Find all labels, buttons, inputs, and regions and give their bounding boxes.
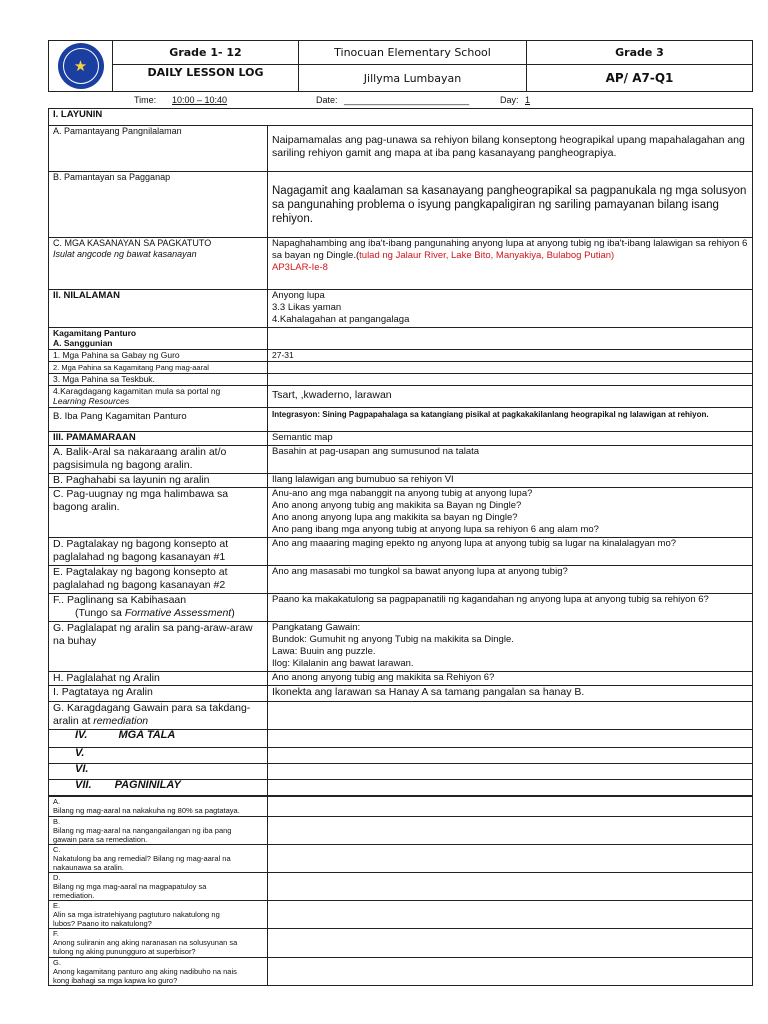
pamantayang-pangnilalaman-label: A. Pamantayang Pangnilalaman: [49, 126, 268, 172]
paglalahat-label: H. Paglalahat ng Aralin: [49, 672, 268, 686]
reflection-text: Anong kagamitang panturo ang aking nadibuho na nais kong ibahagi sa mga kapwa ko guro?: [53, 967, 237, 985]
logo-cell: [49, 41, 113, 92]
date-value: _________________________: [344, 95, 470, 105]
balik-aral-value: Basahin at pag-usapan ang sumusunod na talata: [268, 446, 753, 474]
paglinang-sublabel-start: (Tungo sa: [75, 606, 122, 619]
lesson-table: [48, 108, 753, 796]
reflection-text: Alin sa mga istratehiyang pagtuturo nakatulong ng lubos? Paano ito nakatulong?: [53, 910, 220, 928]
karagdagang-gawain-value: [268, 702, 753, 730]
pamamaraan-heading: III. PAMAMARAAN: [49, 432, 268, 446]
reflection-answer: [268, 873, 753, 901]
kasanayan-code: AP3LAR-Ie-8: [272, 262, 328, 273]
paglalapat-line: Ilog: Kilalanin ang bawat larawan.: [272, 658, 414, 669]
karagdagang-gawain-label: G. Karagdagang Gawain para sa takdang-aralin at: [53, 702, 251, 727]
nilalaman-heading: II. NILALAMAN: [49, 290, 268, 328]
paglinang-sublabel-end: ): [231, 606, 235, 619]
section-v-value: [268, 748, 753, 764]
pag-uugnay-label: C. Pag-uugnay ng mga halimbawa sa bagong aralin.: [49, 488, 268, 538]
gabay-guro-label: 1. Mga Pahina sa Gabay ng Guro: [49, 350, 268, 362]
mga-tala-heading: [49, 730, 268, 748]
day-value: 1: [525, 95, 531, 105]
paglalahat-value: Ano anong anyong tubig ang makikita sa Rehiyon 6?: [268, 672, 753, 686]
paglalapat-line: Bundok: Gumuhit ng anyong Tubig na makikita sa Dingle.: [272, 634, 514, 645]
teskbuk-value: [268, 374, 753, 386]
portal-value: Tsart, ,kwaderno, larawan: [268, 386, 753, 408]
kagamitang-mag-aaral-value: [268, 362, 753, 374]
reflection-text: Bilang ng mga mag-aaral na magpapatuloy sa remediation.: [53, 882, 207, 900]
karagdagang-gawain-label-cell: [49, 702, 268, 730]
paglinang-label: F.. Paglinang sa Kabihasaan: [53, 594, 187, 606]
kagamitan-heading-value: [268, 328, 753, 350]
kasanayan-sublabel: Isulat angcode ng bawat kasanayan: [53, 249, 197, 259]
section-vi-value: [268, 764, 753, 780]
reflection-answer: [268, 958, 753, 986]
section-v-heading: V.: [49, 748, 268, 764]
pag-uugnay-cell: [268, 488, 753, 538]
balik-aral-label: A. Balik-Aral sa nakaraang aralin at/o pagsisimula ng bagong aralin.: [49, 446, 268, 474]
reflection-answer: [268, 845, 753, 873]
paghahabi-label: B. Paghahabi sa layunin ng aralin: [49, 474, 268, 488]
pamamaraan-heading-value: Semantic map: [268, 432, 753, 446]
section-vi-heading: VI.: [49, 764, 268, 780]
paglalapat-line: Lawa: Buuin ang puzzle.: [272, 646, 376, 657]
reflection-answer: [268, 929, 753, 958]
lesson-log-page: [48, 40, 752, 986]
mga-tala-title: MGA TALA: [118, 729, 176, 741]
day-label: Day:: [500, 95, 519, 105]
date-label: Date:: [316, 95, 338, 105]
pag-uugnay-line: Ano anong anyong lupa ang makikita sa bayan ng Dingle?: [272, 512, 518, 523]
teskbuk-label: 3. Mga Pahina sa Teskbuk.: [49, 374, 268, 386]
time-label: Time:: [134, 95, 157, 105]
paglalapat-cell: [268, 622, 753, 672]
pag-uugnay-line: Ano pang ibang mga anyong tubig at anyong lupa sa rehiyon 6 ang alam mo?: [272, 524, 599, 535]
reflection-row: [49, 958, 268, 986]
reflection-row: [49, 817, 268, 845]
nilalaman-line: 3.3 Likas yaman: [272, 302, 342, 313]
paglinang-sublabel: [53, 607, 263, 620]
mga-tala-number: IV.: [75, 729, 88, 741]
school-name: Tinocuan Elementary School: [299, 41, 527, 65]
paglalapat-label: G. Paglalapat ng aralin sa pang-araw-araw na buhay: [49, 622, 268, 672]
reflection-letter: G.: [53, 958, 61, 967]
reflection-text: Bilang ng mag-aaral na nangangailangan ng iba pang gawain para sa remediation.: [53, 826, 232, 844]
nilalaman-line: 4.Kahalagahan at pangangalaga: [272, 314, 410, 325]
reflection-letter: B.: [53, 817, 61, 826]
reflection-row: [49, 901, 268, 929]
reflection-table: [48, 796, 753, 986]
kagamitang-mag-aaral-label: 2. Mga Pahina sa Kagamitang Pang mag-aaral: [49, 362, 268, 374]
portal-label-cell: [49, 386, 268, 408]
paglinang-value: Paano ka makakatulong sa pagpapanatili ng kagandahan ng anyong lupa at anyong tubig sa rehiyon 6?: [268, 594, 753, 622]
portal-label: 4.Karagdagang kagamitan mula sa portal ng: [53, 386, 221, 396]
time-date-line: [48, 92, 752, 108]
pagninilay-number: VII.: [75, 779, 92, 791]
time-value: 10:00 – 10:40: [172, 95, 228, 105]
reflection-letter: D.: [53, 873, 61, 882]
pagtataya-value: Ikonekta ang larawan sa Hanay A sa tamang pangalan sa hanay B.: [268, 686, 753, 702]
kasanayan-label-cell: [49, 238, 268, 290]
reflection-letter: F.: [53, 929, 59, 938]
portal-label-italic: Learning Resources: [53, 396, 130, 406]
log-title: DAILY LESSON LOG: [113, 65, 299, 92]
paglalapat-line: Pangkatang Gawain:: [272, 622, 361, 633]
reflection-row: [49, 797, 268, 817]
pamantayang-pangnilalaman-value: Naipamamalas ang pag-unawa sa rehiyon bilang konseptong heograpikal upang mapahalagahan ang sariling rehiyon gamit ang mapa at iba pang kasanayang pangheograpiya.: [268, 126, 753, 172]
reflection-answer: [268, 901, 753, 929]
kasanayan-value-cell: [268, 238, 753, 290]
kasanayan-examples: tulad ng Jalaur River, Lake Bito, Manyakiya, Bulabog Putian): [359, 250, 615, 261]
reflection-row: [49, 873, 268, 901]
reflection-text: Anong suliranin ang aking naranasan na solusyunan sa tulong ng aking punungguro at superbisor?: [53, 938, 238, 956]
header-table: [48, 40, 753, 92]
grade-level: Grade 3: [527, 41, 753, 65]
kagamitan-heading: Kagamitang Panturo: [53, 328, 137, 338]
paglinang-sublabel-italic: Formative Assessment: [124, 606, 232, 619]
pag-uugnay-line: Ano anong anyong tubig ang makikita sa Bayan ng Dingle?: [272, 500, 522, 511]
pagtalakay-1-label: D. Pagtalakay ng bagong konsepto at paglalahad ng bagong kasanayan #1: [49, 538, 268, 566]
sanggunian-heading: A. Sanggunian: [53, 338, 113, 348]
karagdagang-gawain-italic: remediation: [93, 714, 149, 727]
iba-kagamitan-value: Integrasyon: Sining Pagpapahalaga sa katangiang pisikal at pagkakakilanlang heograpikal ng lalawigan at rehiyon.: [268, 408, 753, 432]
reflection-text: Nakatulong ba ang remedial? Bilang ng mag-aaral na nakaunawa sa aralin.: [53, 854, 231, 872]
pagninilay-title: PAGNINILAY: [114, 779, 181, 791]
reflection-letter: E.: [53, 901, 61, 910]
iba-kagamitan-label: B. Iba Pang Kagamitan Panturo: [49, 408, 268, 432]
grade-range: Grade 1- 12: [113, 41, 299, 65]
pamantayan-pagganap-value: Nagagamit ang kaalaman sa kasanayang pangheograpikal sa pagpanukala ng mga solusyon sa pangunahing problema o isyung pangkapaligiran ng sariling pamayanan bilang isang rehiyon.: [268, 172, 753, 238]
pagtataya-label: I. Pagtataya ng Aralin: [49, 686, 268, 702]
pagninilay-heading-value: [268, 780, 753, 796]
paglinang-label-cell: [49, 594, 268, 622]
pag-uugnay-line: Anu-ano ang mga nabanggit na anyong tubig at anyong lupa?: [272, 488, 533, 499]
reflection-answer: [268, 797, 753, 817]
reflection-letter: A.: [53, 797, 61, 806]
pagtalakay-1-value: Ano ang maaaring maging epekto ng anyong lupa at anyong tubig sa lugar na kinalalagyan mo?: [268, 538, 753, 566]
pagninilay-heading: [49, 780, 268, 796]
pagtalakay-2-label: E. Pagtalakay ng bagong konsepto at paglalahad ng bagong kasanayan #2: [49, 566, 268, 594]
reflection-answer: [268, 817, 753, 845]
kasanayan-label: C. MGA KASANAYAN SA PAGKATUTO: [53, 238, 212, 248]
reflection-row: [49, 929, 268, 958]
paghahabi-value: Ilang lalawigan ang bumubuo sa rehiyon VI: [268, 474, 753, 488]
mga-tala-value: [268, 730, 753, 748]
layunin-heading: I. LAYUNIN: [49, 109, 753, 126]
pamantayan-pagganap-label: B. Pamantayan sa Pagganap: [49, 172, 268, 238]
pagtalakay-2-value: Ano ang masasabi mo tungkol sa bawat anyong lupa at anyong tubig?: [268, 566, 753, 594]
teacher-name: Jillyma Lumbayan: [299, 65, 527, 92]
subject-code: AP/ A7-Q1: [527, 65, 753, 92]
kagamitan-heading-cell: [49, 328, 268, 350]
gabay-guro-value: 27-31: [268, 350, 753, 362]
nilalaman-line: Anyong lupa: [272, 290, 325, 301]
reflection-row: [49, 845, 268, 873]
nilalaman-cell: [268, 290, 753, 328]
kasanayan-value: Napaghahambing ang iba't-ibang pangunahing anyong lupa at anyong tubig ng iba't-ibang lalawigan sa rehiyon 6 sa bayan ng Dingle.(: [272, 238, 748, 261]
reflection-letter: C.: [53, 845, 61, 854]
reflection-text: Bilang ng mag-aaral na nakakuha ng 80% sa pagtataya.: [53, 806, 240, 815]
deped-seal-icon: ★: [58, 43, 104, 89]
